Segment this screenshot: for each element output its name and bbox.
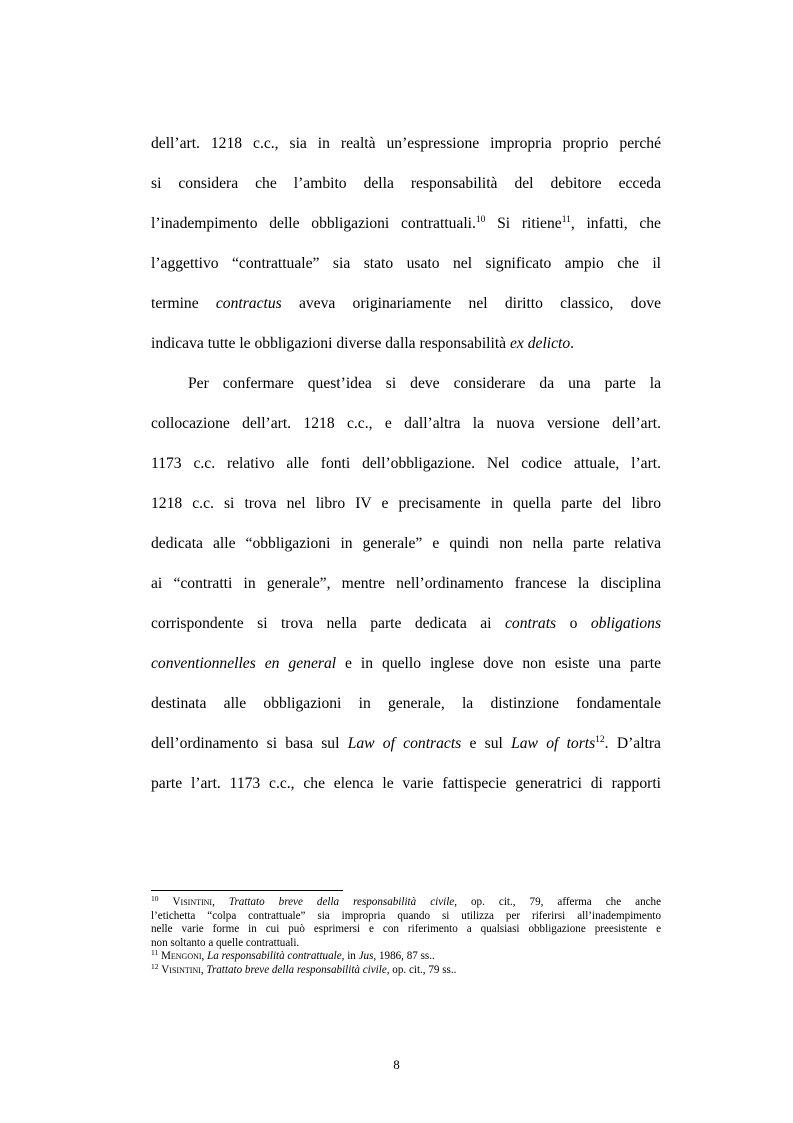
text-line: conventionnelles en general e in quello inglese dove non esiste una parte (151, 655, 662, 672)
footnote-10 (151, 896, 661, 950)
page-number: 8 (393, 1057, 400, 1072)
text-line: l’aggettivo “contrattuale” sia stato usato nel significato ampio che il (151, 255, 661, 272)
text-line: si considera che l’ambito della responsabilità del debitore ecceda (151, 175, 661, 192)
footnote-line: $^{11}$ Mengoni, La responsabilità contrattuale, in Jus, 1986, 87 ss.. (151, 948, 435, 963)
footnote-line: $^{10}$ Visintini, Trattato breve della responsabilità civile, op. cit., 79, afferma che anche (151, 894, 662, 908)
text-line: l’inadempimento delle obbligazioni contrattuali.$^{10}$ Si ritiene$^{11}$, infatti, che (151, 215, 661, 232)
footnote-ref-10[interactable]: 10 (475, 215, 486, 225)
text-line: termine contractus aveva originariamente nel diritto classico, dove (151, 295, 661, 312)
text-line: 1173 c.c. relativo alle fonti dell’obbligazione. Nel codice attuale, l’art. (151, 455, 661, 472)
text-line: parte l’art. 1173 c.c., che elenca le varie fattispecie generatrici di rapporti (151, 775, 661, 792)
footnote-ref-12[interactable]: 12 (595, 735, 605, 745)
text-line: dell’art. 1218 c.c., sia in realtà un’espressione impropria proprio perché (151, 135, 661, 152)
paragraph-2 (151, 364, 661, 804)
text-line: destinata alle obbligazioni in generale, la distinzione fondamentale (151, 695, 661, 712)
footnote-line: non soltanto a quelle contrattuali. (151, 936, 300, 949)
text-line: corrispondente si trova nella parte dedicata ai contrats o obligations (151, 615, 662, 632)
footnote-line: $^{12}$ Visintini, Trattato breve della responsabilità civile, op. cit., 79 ss.. (151, 961, 457, 976)
text-line: indicava tutte le obbligazioni diverse dalla responsabilità ex delicto. (151, 335, 575, 352)
text-line: dedicata alle “obbligazioni in generale” e quindi non nella parte relativa (151, 535, 661, 552)
paragraph-1 (151, 124, 661, 364)
footnote-line: nelle varie forme in cui può esprimersi e con riferimento a qualsiasi obbligazione preesistente e (151, 923, 661, 936)
footnote-separator (151, 890, 343, 891)
text-line: collocazione dell’art. 1218 c.c., e dall’altra la nuova versione dell’art. (151, 415, 661, 432)
text-line: dell’ordinamento si basa sul Law of contracts e sul Law of torts$^{12}$. D’altra (151, 735, 661, 752)
text-line: ai “contratti in generale”, mentre nell’ordinamento francese la disciplina (151, 575, 661, 592)
footnote-line: l’etichetta “colpa contrattuale” sia impropria quando si utilizza per riferirsi all’inadempimento (151, 909, 661, 922)
body-text (151, 124, 661, 804)
footnote-11 (151, 950, 661, 964)
footnotes (151, 896, 661, 978)
footnote-ref-11[interactable]: 11 (561, 215, 571, 225)
text-line: Per confermare quest’idea si deve considerare da una parte la (188, 375, 661, 392)
text-line: 1218 c.c. si trova nel libro IV e precisamente in quella parte del libro (151, 495, 661, 512)
footnote-12 (151, 961, 661, 978)
